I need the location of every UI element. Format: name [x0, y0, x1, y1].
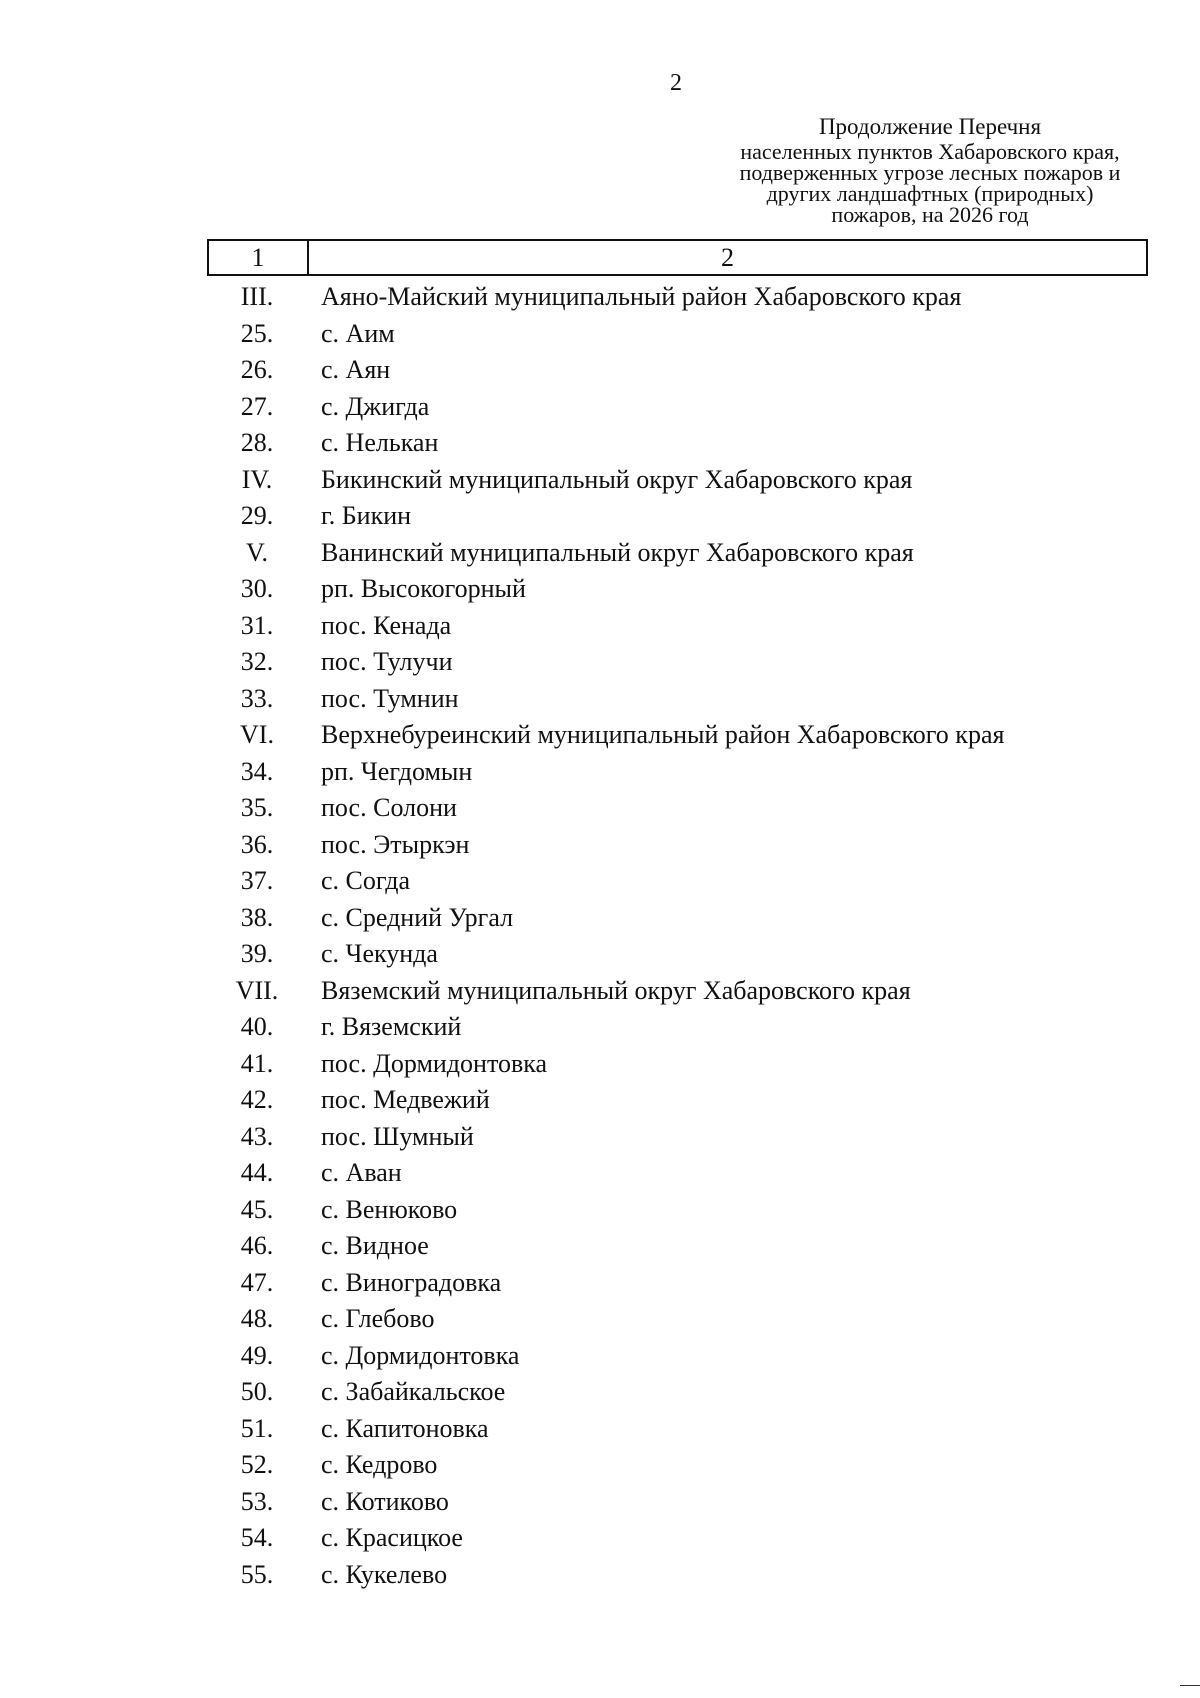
row-name: с. Согда [321, 866, 411, 896]
document-heading [700, 116, 1160, 225]
table-row [207, 389, 1148, 426]
table-row [207, 1265, 1148, 1302]
row-number: 45. [240, 1194, 274, 1224]
row-name: с. Аван [321, 1158, 402, 1188]
table-row [207, 1520, 1148, 1557]
table-row [207, 425, 1148, 462]
row-name: с. Видное [321, 1231, 429, 1261]
heading-line: других ландшафтных (природных) [766, 181, 1094, 206]
row-number: 50. [240, 1377, 274, 1407]
table-row [207, 1411, 1148, 1448]
row-name: Бикинский муниципальный округ Хабаровского края [321, 464, 913, 494]
table-row [207, 1192, 1148, 1229]
row-number: 49. [240, 1340, 274, 1370]
heading-line: пожаров, на 2026 год [831, 202, 1029, 227]
row-name: рп. Высокогорный [321, 574, 526, 604]
row-name: с. Котиково [321, 1486, 449, 1516]
row-number: 32. [240, 647, 274, 677]
table-row [207, 681, 1148, 718]
table-row [207, 498, 1148, 535]
row-name: с. Кукелево [321, 1559, 448, 1589]
row-name: пос. Дормидонтовка [321, 1048, 548, 1078]
row-name: г. Бикин [321, 501, 412, 531]
row-number: 35. [240, 793, 274, 823]
row-name: пос. Тумнин [321, 683, 459, 713]
row-name: пос. Кенада [321, 610, 452, 640]
row-name: с. Глебово [321, 1304, 435, 1334]
row-number: 46. [240, 1231, 274, 1261]
row-name: с. Аян [321, 355, 391, 385]
table-row [207, 936, 1148, 973]
row-number: 33. [240, 683, 274, 713]
row-name: с. Виноградовка [321, 1267, 502, 1297]
row-number: 37. [240, 866, 274, 896]
row-number: 47. [240, 1267, 274, 1297]
row-number: 29. [240, 501, 274, 531]
row-number: 25. [240, 318, 274, 348]
table-row [207, 1557, 1148, 1594]
row-name: с. Красицкое [321, 1523, 463, 1553]
row-name: Верхнебуреинский муниципальный район Хабаровского края [321, 720, 1005, 750]
row-number: 43. [240, 1121, 274, 1151]
row-number: 40. [240, 1012, 274, 1042]
table-row [207, 1228, 1148, 1265]
row-number: 53. [240, 1486, 274, 1516]
row-name: с. Капитоновка [321, 1413, 489, 1443]
row-number: 41. [240, 1048, 274, 1078]
table-row [207, 1301, 1148, 1338]
row-name: Аяно-Майский муниципальный район Хабаровского края [321, 282, 962, 312]
heading-line: населенных пунктов Хабаровского края, [740, 139, 1120, 164]
row-name: с. Венюково [321, 1194, 458, 1224]
row-name: рп. Чегдомын [321, 756, 473, 786]
row-name: с. Нелькан [321, 428, 439, 458]
row-number: V. [246, 537, 268, 567]
row-number: 26. [240, 355, 274, 385]
table-row [207, 717, 1148, 754]
heading-title: Продолжение Перечня [818, 114, 1042, 139]
row-name: с. Чекунда [321, 939, 438, 969]
row-number: 27. [240, 391, 274, 421]
row-number: 44. [240, 1158, 274, 1188]
table-header [207, 239, 1148, 276]
table-row [207, 644, 1148, 681]
row-number: III. [240, 282, 274, 312]
row-name: с. Средний Ургал [321, 902, 514, 932]
column-header-name: 2 [721, 243, 734, 272]
settlements-list [207, 279, 1148, 1593]
row-number: 36. [240, 829, 274, 859]
table-row [207, 1447, 1148, 1484]
table-row [207, 462, 1148, 499]
row-number: 48. [240, 1304, 274, 1334]
row-number: 51. [240, 1413, 274, 1443]
row-number: 34. [240, 756, 274, 786]
row-name: с. Джигда [321, 391, 430, 421]
row-number: 28. [240, 428, 274, 458]
row-number: 38. [240, 902, 274, 932]
table-row [207, 571, 1148, 608]
row-name: пос. Этыркэн [321, 829, 470, 859]
row-name: с. Дормидонтовка [321, 1340, 520, 1370]
table-row [207, 1484, 1148, 1521]
row-number: VI. [240, 720, 274, 750]
page-number: 2 [670, 70, 682, 96]
row-name: с. Забайкальское [321, 1377, 506, 1407]
column-header-number: 1 [209, 241, 309, 274]
row-name: с. Аим [321, 318, 395, 348]
table-row [207, 1155, 1148, 1192]
row-name: пос. Тулучи [321, 647, 453, 677]
row-number: 30. [240, 574, 274, 604]
row-number: 42. [240, 1085, 274, 1115]
row-number: VII. [235, 975, 279, 1005]
row-number: IV. [241, 464, 273, 494]
row-name: с. Кедрово [321, 1450, 438, 1480]
edge-mark [1180, 1685, 1200, 1686]
table-row [207, 973, 1148, 1010]
table-row [207, 1082, 1148, 1119]
table-row [207, 827, 1148, 864]
table-row [207, 279, 1148, 316]
table-row [207, 316, 1148, 353]
table-row [207, 1374, 1148, 1411]
table-row [207, 1119, 1148, 1156]
table-row [207, 1009, 1148, 1046]
table-row [207, 608, 1148, 645]
table-row [207, 535, 1148, 572]
row-number: 31. [240, 610, 274, 640]
table-row [207, 754, 1148, 791]
row-name: пос. Медвежий [321, 1085, 490, 1115]
row-number: 55. [240, 1559, 274, 1589]
row-name: пос. Шумный [321, 1121, 474, 1151]
row-number: 52. [240, 1450, 274, 1480]
row-name: пос. Солони [321, 793, 457, 823]
table-row [207, 863, 1148, 900]
table-row [207, 900, 1148, 937]
table-row [207, 352, 1148, 389]
row-number: 54. [240, 1523, 274, 1553]
heading-line: подверженных угрозе лесных пожаров и [739, 160, 1121, 185]
table-row [207, 1338, 1148, 1375]
row-name: Вяземский муниципальный округ Хабаровского края [321, 975, 911, 1005]
table-row [207, 790, 1148, 827]
row-name: г. Вяземский [321, 1012, 462, 1042]
table-row [207, 1046, 1148, 1083]
row-name: Ванинский муниципальный округ Хабаровского края [321, 537, 914, 567]
row-number: 39. [240, 939, 274, 969]
